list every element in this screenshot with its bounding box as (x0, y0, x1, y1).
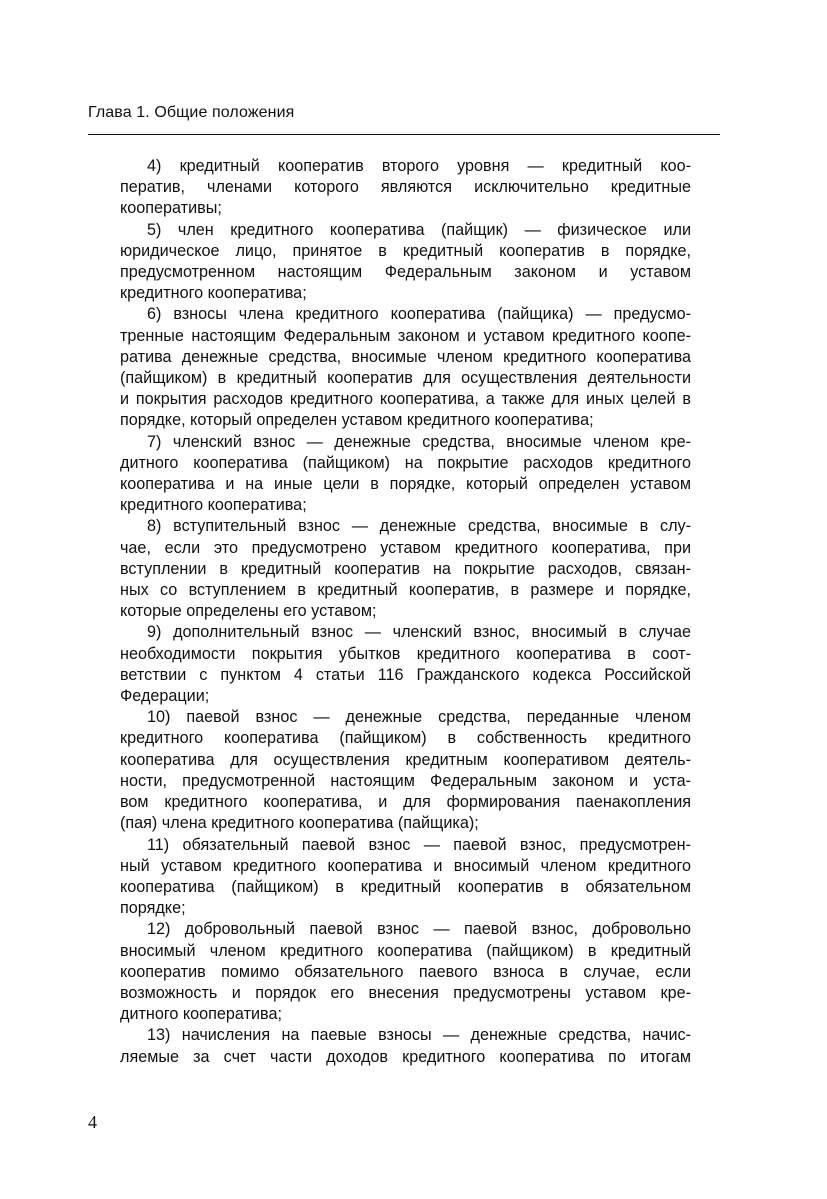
text-line: кооперативы; (120, 199, 222, 218)
page-number: 4 (88, 1112, 97, 1132)
text-line: (пая) члена кредитного кооператива (пайщика); (120, 814, 479, 833)
paragraph (120, 707, 691, 834)
text-line: 9) дополнительный взнос — членский взнос, вносимый в случае (147, 623, 691, 642)
text-line: (пайщиком) в кредитный кооператив для осуществления деятельности (120, 369, 691, 388)
text-line: ратива денежные средства, вносимые членом кредитного кооператива (120, 347, 691, 366)
text-line: порядке; (120, 899, 186, 918)
text-line: ператив, членами которого являются исключительно кредитные (120, 178, 691, 197)
text-line: 4) кредитный кооператив второго уровня — кредитный коо- (147, 157, 691, 175)
text-line: ный уставом кредитного кооператива и вносимый членом кредитного (120, 856, 691, 875)
text-line: дитного кооператива; (120, 1005, 282, 1024)
text-line: ветствии с пунктом 4 статьи 116 Гражданского кодекса Российской (120, 665, 691, 684)
text-line: ности, предусмотренной настоящим Федеральным законом и уста- (120, 771, 691, 790)
running-head: Глава 1. Общие положения (88, 104, 295, 121)
text-line: предусмотренном настоящим Федеральным законом и уставом (120, 263, 691, 282)
paragraph (120, 432, 691, 517)
text-line: кооператив помимо обязательного паевого взноса в случае, если (120, 962, 691, 981)
paragraph (120, 622, 691, 707)
paragraph (120, 835, 691, 920)
text-line: 6) взносы члена кредитного кооператива (пайщика) — предусмо- (147, 305, 691, 324)
text-line: 5) член кредитного кооператива (пайщик) — физическое или (147, 220, 691, 239)
text-line: кооператива и на иные цели в порядке, который определен уставом (120, 475, 691, 494)
text-line: которые определены его уставом; (120, 602, 377, 621)
text-line: и покрытия расходов кредитного кооператива, а также для иных целей в (120, 390, 691, 409)
text-line: вносимый членом кредитного кооператива (пайщиком) в кредитный (120, 941, 691, 960)
text-line: 12) добровольный паевой взнос — паевой взнос, добровольно (147, 920, 691, 939)
text-line: дитного кооператива (пайщиком) на покрытие расходов кредитного (120, 453, 691, 472)
text-line: 11) обязательный паевой взнос — паевой взнос, предусмотрен- (147, 835, 691, 854)
text-line: кредитного кооператива; (120, 496, 307, 515)
text-line: 8) вступительный взнос — денежные средства, вносимые в слу- (147, 517, 691, 536)
header-rule (88, 134, 720, 135)
text-line: кооператива (пайщиком) в кредитный кооператив в обязательном (120, 877, 691, 896)
text-line: кредитного кооператива; (120, 284, 307, 303)
text-line: вступлении в кредитный кооператив на покрытие расходов, связан- (120, 559, 691, 578)
text-line: чае, если это предусмотрено уставом кредитного кооператива, при (120, 538, 691, 557)
paragraph (120, 516, 691, 622)
text-line: ных со вступлением в кредитный кооператив, в размере и порядке, (120, 581, 691, 600)
text-line: вом кредитного кооператива, и для формирования паенакопления (120, 793, 691, 812)
text-line: тренные настоящим Федеральным законом и уставом кредитного коопе- (120, 326, 691, 345)
text-line: порядке, который определен уставом кредитного кооператива; (120, 411, 594, 430)
text-line: 7) членский взнос — денежные средства, вносимые членом кре- (147, 432, 691, 451)
paragraph (120, 156, 691, 220)
text-line: 10) паевой взнос — денежные средства, переданные членом (147, 708, 691, 727)
text-line: необходимости покрытия убытков кредитного кооператива в соот- (120, 644, 691, 663)
text-line: возможность и порядок его внесения предусмотрены уставом кре- (120, 983, 691, 1002)
text-line: Федерации; (120, 687, 210, 706)
text-line: ляемые за счет части доходов кредитного кооператива по итогам (120, 1047, 691, 1066)
text-line: юридическое лицо, принятое в кредитный кооператив в порядке, (120, 241, 691, 260)
paragraph (120, 220, 691, 305)
paragraph (120, 919, 691, 1025)
text-line: кооператива для осуществления кредитным кооперативом деятель- (120, 750, 691, 769)
text-line: кредитного кооператива (пайщиком) в собственность кредитного (120, 729, 691, 748)
body-text (120, 156, 691, 1068)
paragraph (120, 1025, 691, 1067)
paragraph (120, 304, 691, 431)
text-line: 13) начисления на паевые взносы — денежные средства, начис- (147, 1026, 691, 1045)
